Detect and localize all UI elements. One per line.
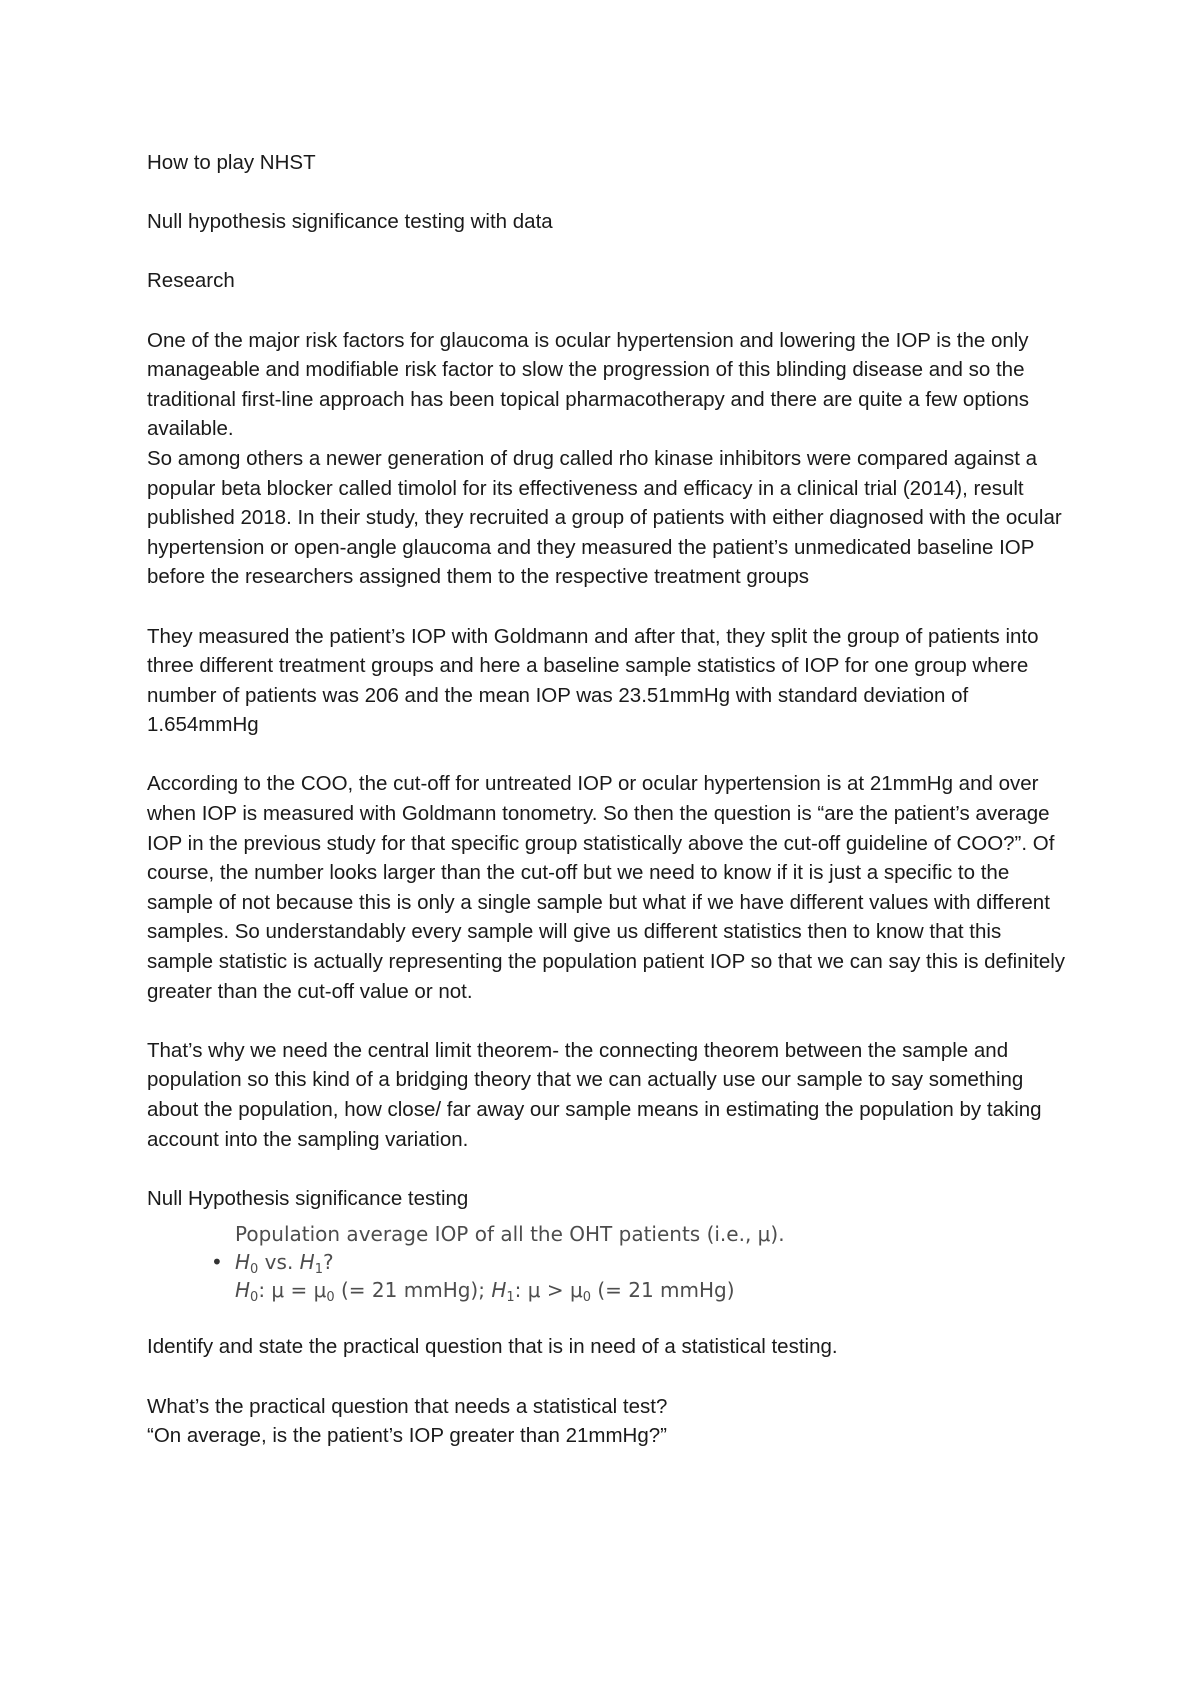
null-hypothesis-text: : μ = μ	[258, 1278, 327, 1303]
hypothesis-question-line	[211, 1248, 1067, 1278]
h0-symbol: H	[235, 1278, 251, 1303]
paragraph-central-limit-theorem: That’s why we need the central limit theorem- the connecting theorem between the sample and population so this kind of a bridging theory that we can actually use our sample to say something about the population, how close/ far away our sample means in estimating the population by taking account into the sampling variation.	[147, 1038, 1042, 1151]
paragraph-identify-question: Identify and state the practical question that is in need of a statistical testing.	[147, 1335, 838, 1359]
null-value-text: (= 21 mmHg);	[334, 1278, 492, 1303]
document-subtitle: Null hypothesis significance testing with data	[147, 210, 553, 234]
practical-answer-line: “On average, is the patient’s IOP greater than 21mmHg?”	[147, 1424, 667, 1448]
alt-value-text: (= 21 mmHg)	[590, 1278, 735, 1303]
hypothesis-statement-line	[235, 1276, 1067, 1304]
paragraph-baseline-statistics: They measured the patient’s IOP with Goldmann and after that, they split the group of patients into three different treatment groups and here a baseline sample statistics of IOP for one group where number of patients was 206 and the mean IOP was 23.51mmHg with standard deviation of 1.654mmHg	[147, 624, 1039, 737]
h0-subscript: 0	[250, 1290, 259, 1306]
document-page	[147, 148, 1067, 1451]
paragraph-cutoff-question: According to the COO, the cut-off for untreated IOP or ocular hypertension is at 21mmHg and over when IOP is measured with Goldmann tonometry. So then the question is “are the patient’s average IOP in the previous study for that specific group statistically above the cut-off guideline of COO?”. Of course, the number looks larger than the cut-off but we need to know if it is just a specific to the sample of not because this is only a single sample but what if we have different values with different samples. So understandably every sample will give us different statistics then to know that this sample statistic is actually representing the population patient IOP so that we can say this is definitely greater than the cut-off value or not.	[147, 772, 1066, 1003]
question-mark: ?	[322, 1250, 334, 1275]
section-heading-research: Research	[147, 269, 235, 293]
h1-subscript: 1	[314, 1262, 323, 1278]
mu0-subscript: 0	[582, 1290, 591, 1306]
paragraph-glaucoma-risk: One of the major risk factors for glaucoma is ocular hypertension and lowering the IOP is the only manageable and modifiable risk factor to slow the progression of this blinding disease and so the traditional first-line approach has been topical pharmacotherapy and there are quite a few options available.	[147, 328, 1030, 441]
h1-symbol: H	[299, 1250, 315, 1275]
paragraph-rho-kinase-trial: So among others a newer generation of drug called rho kinase inhibitors were compared against a popular beta blocker called timolol for its effectiveness and efficacy in a clinical trial (2014), result published 2018. In their study, they recruited a group of patients with either diagnosed with the ocular hypertension or open-angle glaucoma and they measured the patient’s unmedicated baseline IOP before the researchers assigned them to the respective treatment groups	[147, 446, 1062, 589]
hypothesis-population-line: Population average IOP of all the OHT patients (i.e., μ).	[235, 1222, 785, 1247]
document-title: How to play NHST	[147, 151, 316, 174]
section-heading-nhst: Null Hypothesis significance testing	[147, 1186, 469, 1210]
bullet-icon: •	[211, 1250, 223, 1275]
hypothesis-figure	[211, 1220, 1067, 1306]
h1-symbol: H	[491, 1278, 507, 1303]
alt-hypothesis-text: : μ > μ	[514, 1278, 583, 1303]
h0-subscript: 0	[250, 1262, 259, 1278]
vs-text: vs.	[258, 1250, 300, 1275]
h1-subscript: 1	[506, 1290, 515, 1306]
mu0-subscript: 0	[326, 1290, 335, 1306]
h0-symbol: H	[235, 1250, 251, 1275]
practical-question-line: What’s the practical question that needs a statistical test?	[147, 1394, 668, 1418]
